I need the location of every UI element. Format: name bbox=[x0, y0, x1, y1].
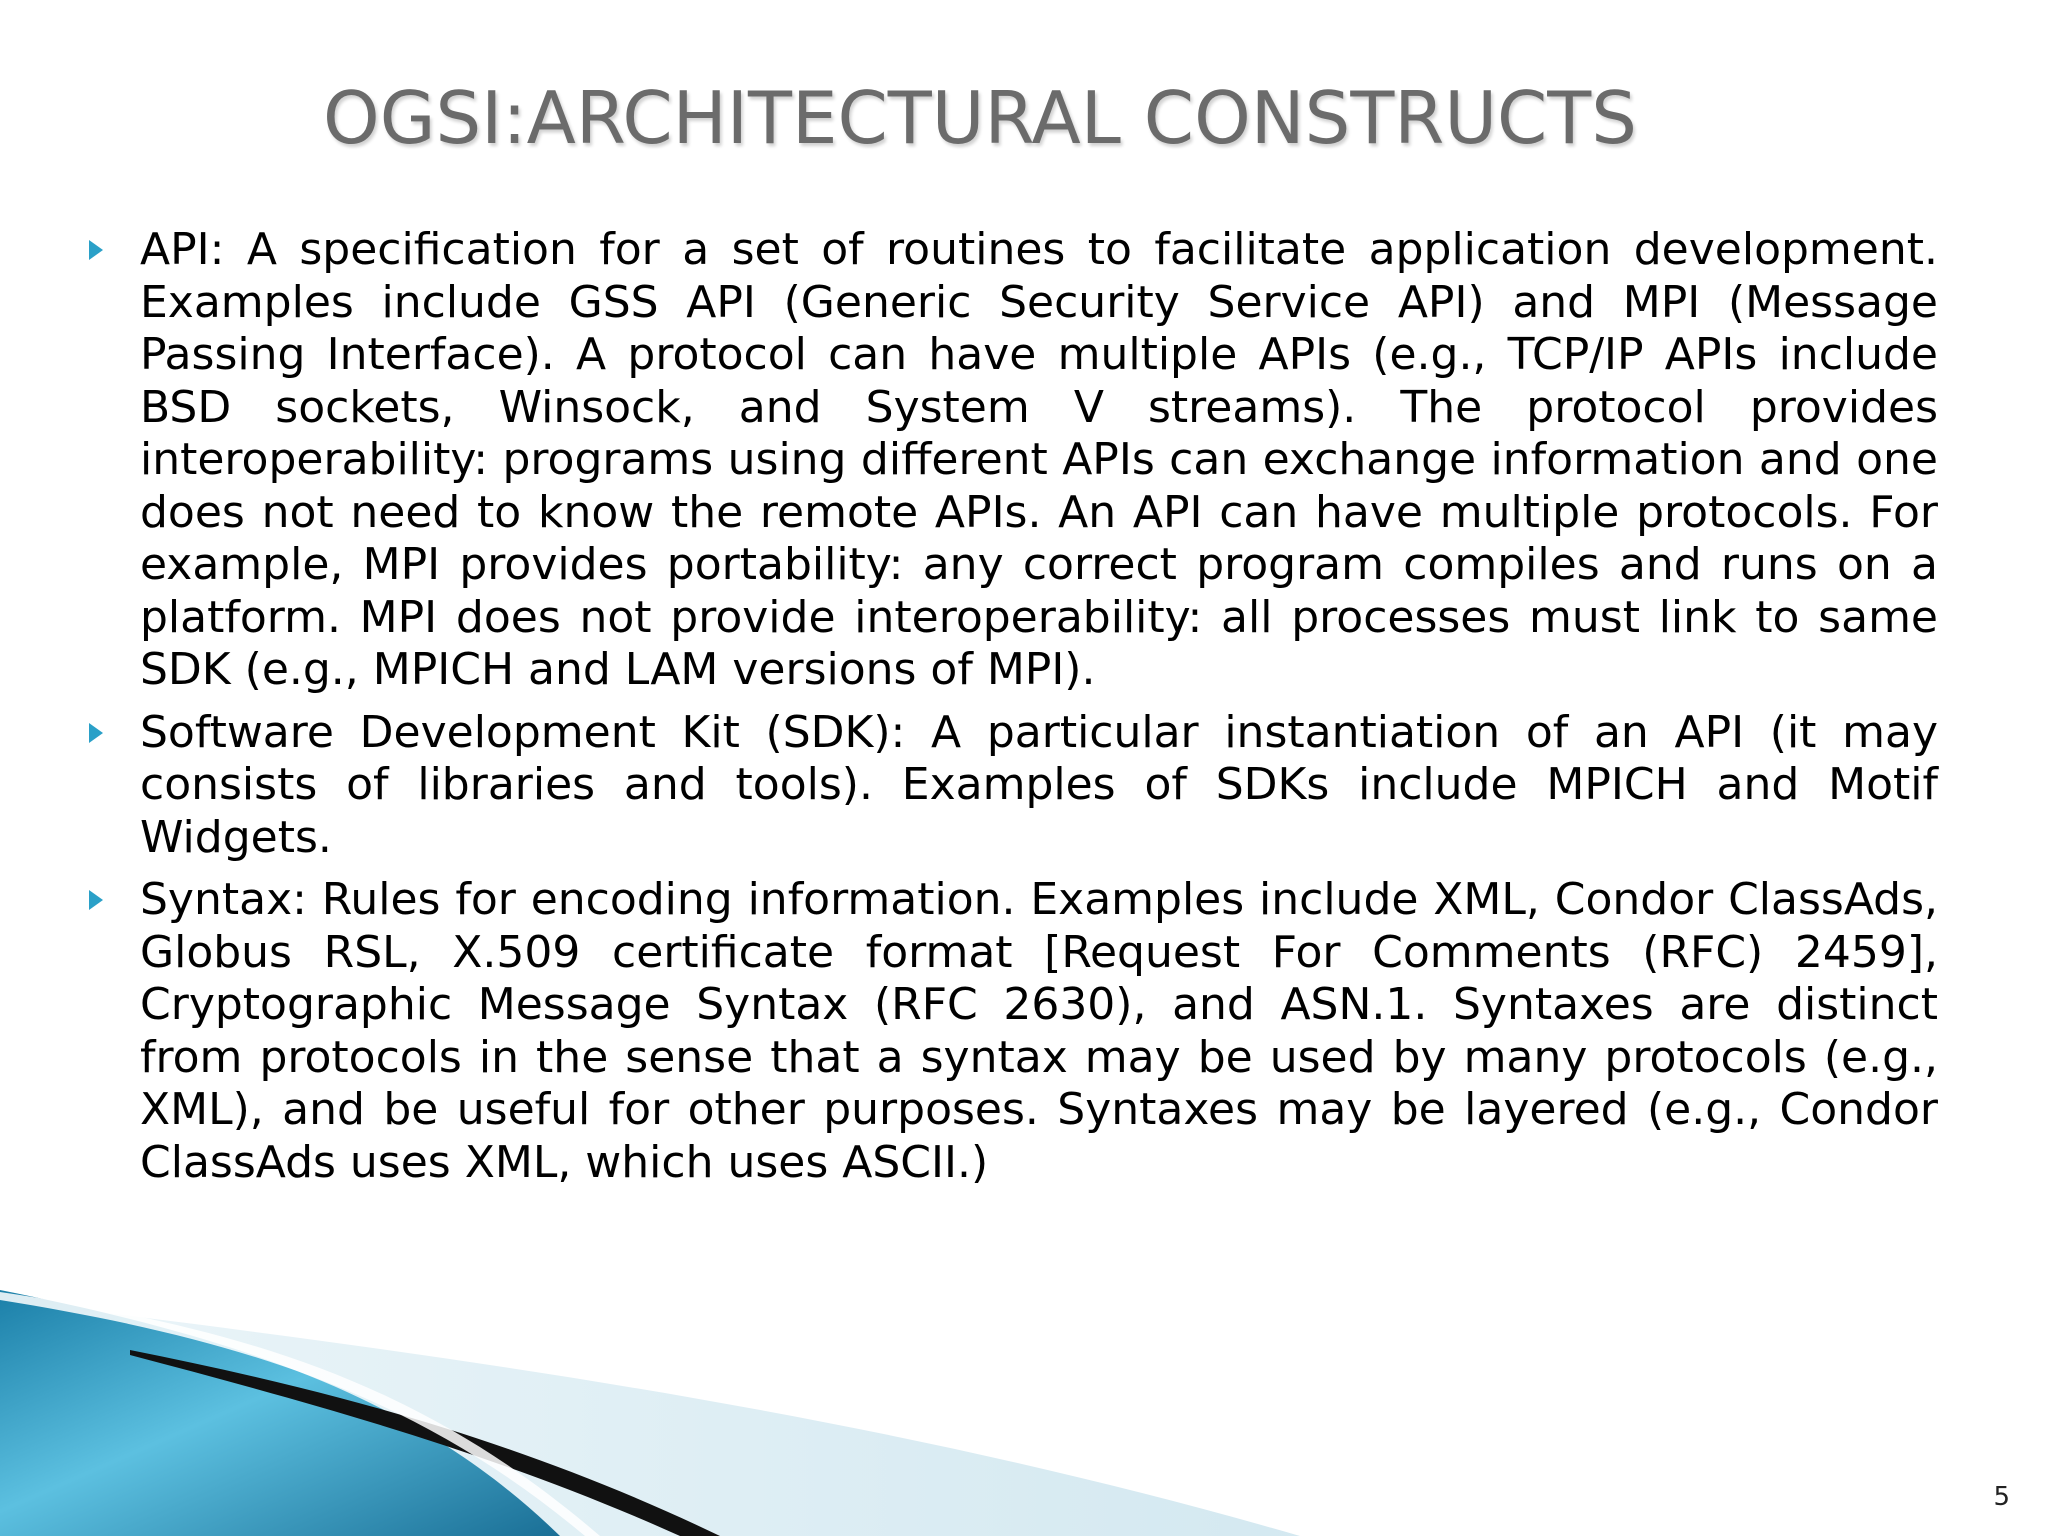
bullet-text: API: A specification for a set of routines to facilitate application development. Examples include GSS API (Generic Security Service API) and MPI (Message Passing Interface). A protocol can have multiple APIs (e.g., TCP/IP APIs include BSD sockets, Winsock, and System V streams). The protocol provides interoperability: programs using different APIs can exchange information and one does not need to know the remote APIs. An API can have multiple protocols. For example, MPI provides portability: any correct program compiles and runs on a platform. MPI does not provide interoperability: all processes must link to same SDK (e.g., MPICH and LAM versions of MPI). bbox=[140, 224, 1938, 695]
bullet-item-syntax bbox=[86, 874, 1938, 1189]
bullet-item-sdk bbox=[86, 707, 1938, 865]
triangle-right-icon bbox=[86, 234, 106, 266]
bullet-item-api bbox=[86, 224, 1938, 697]
triangle-right-icon bbox=[86, 717, 106, 749]
triangle-right-icon bbox=[86, 884, 106, 916]
page-number: 5 bbox=[1993, 1482, 2010, 1512]
bullet-text: Software Development Kit (SDK): A particular instantiation of an API (it may consists of libraries and tools). Examples of SDKs include MPICH and Motif Widgets. bbox=[140, 706, 1938, 863]
slide-title: OGSI:ARCHITECTURAL CONSTRUCTS bbox=[323, 76, 1637, 160]
bullet-text: Syntax: Rules for encoding information. Examples include XML, Condor ClassAds, Globus RSL, X.509 certificate format [Request For Comments (RFC) 2459], Cryptographic Message Syntax (RFC 2630), and ASN.1. Syntaxes are distinct from protocols in the sense that a syntax may be used by many protocols (e.g., XML), and be useful for other purposes. Syntaxes may be layered (e.g., Condor ClassAds uses XML, which uses ASCII.) bbox=[140, 874, 1938, 1188]
bullet-list bbox=[86, 224, 1938, 1199]
